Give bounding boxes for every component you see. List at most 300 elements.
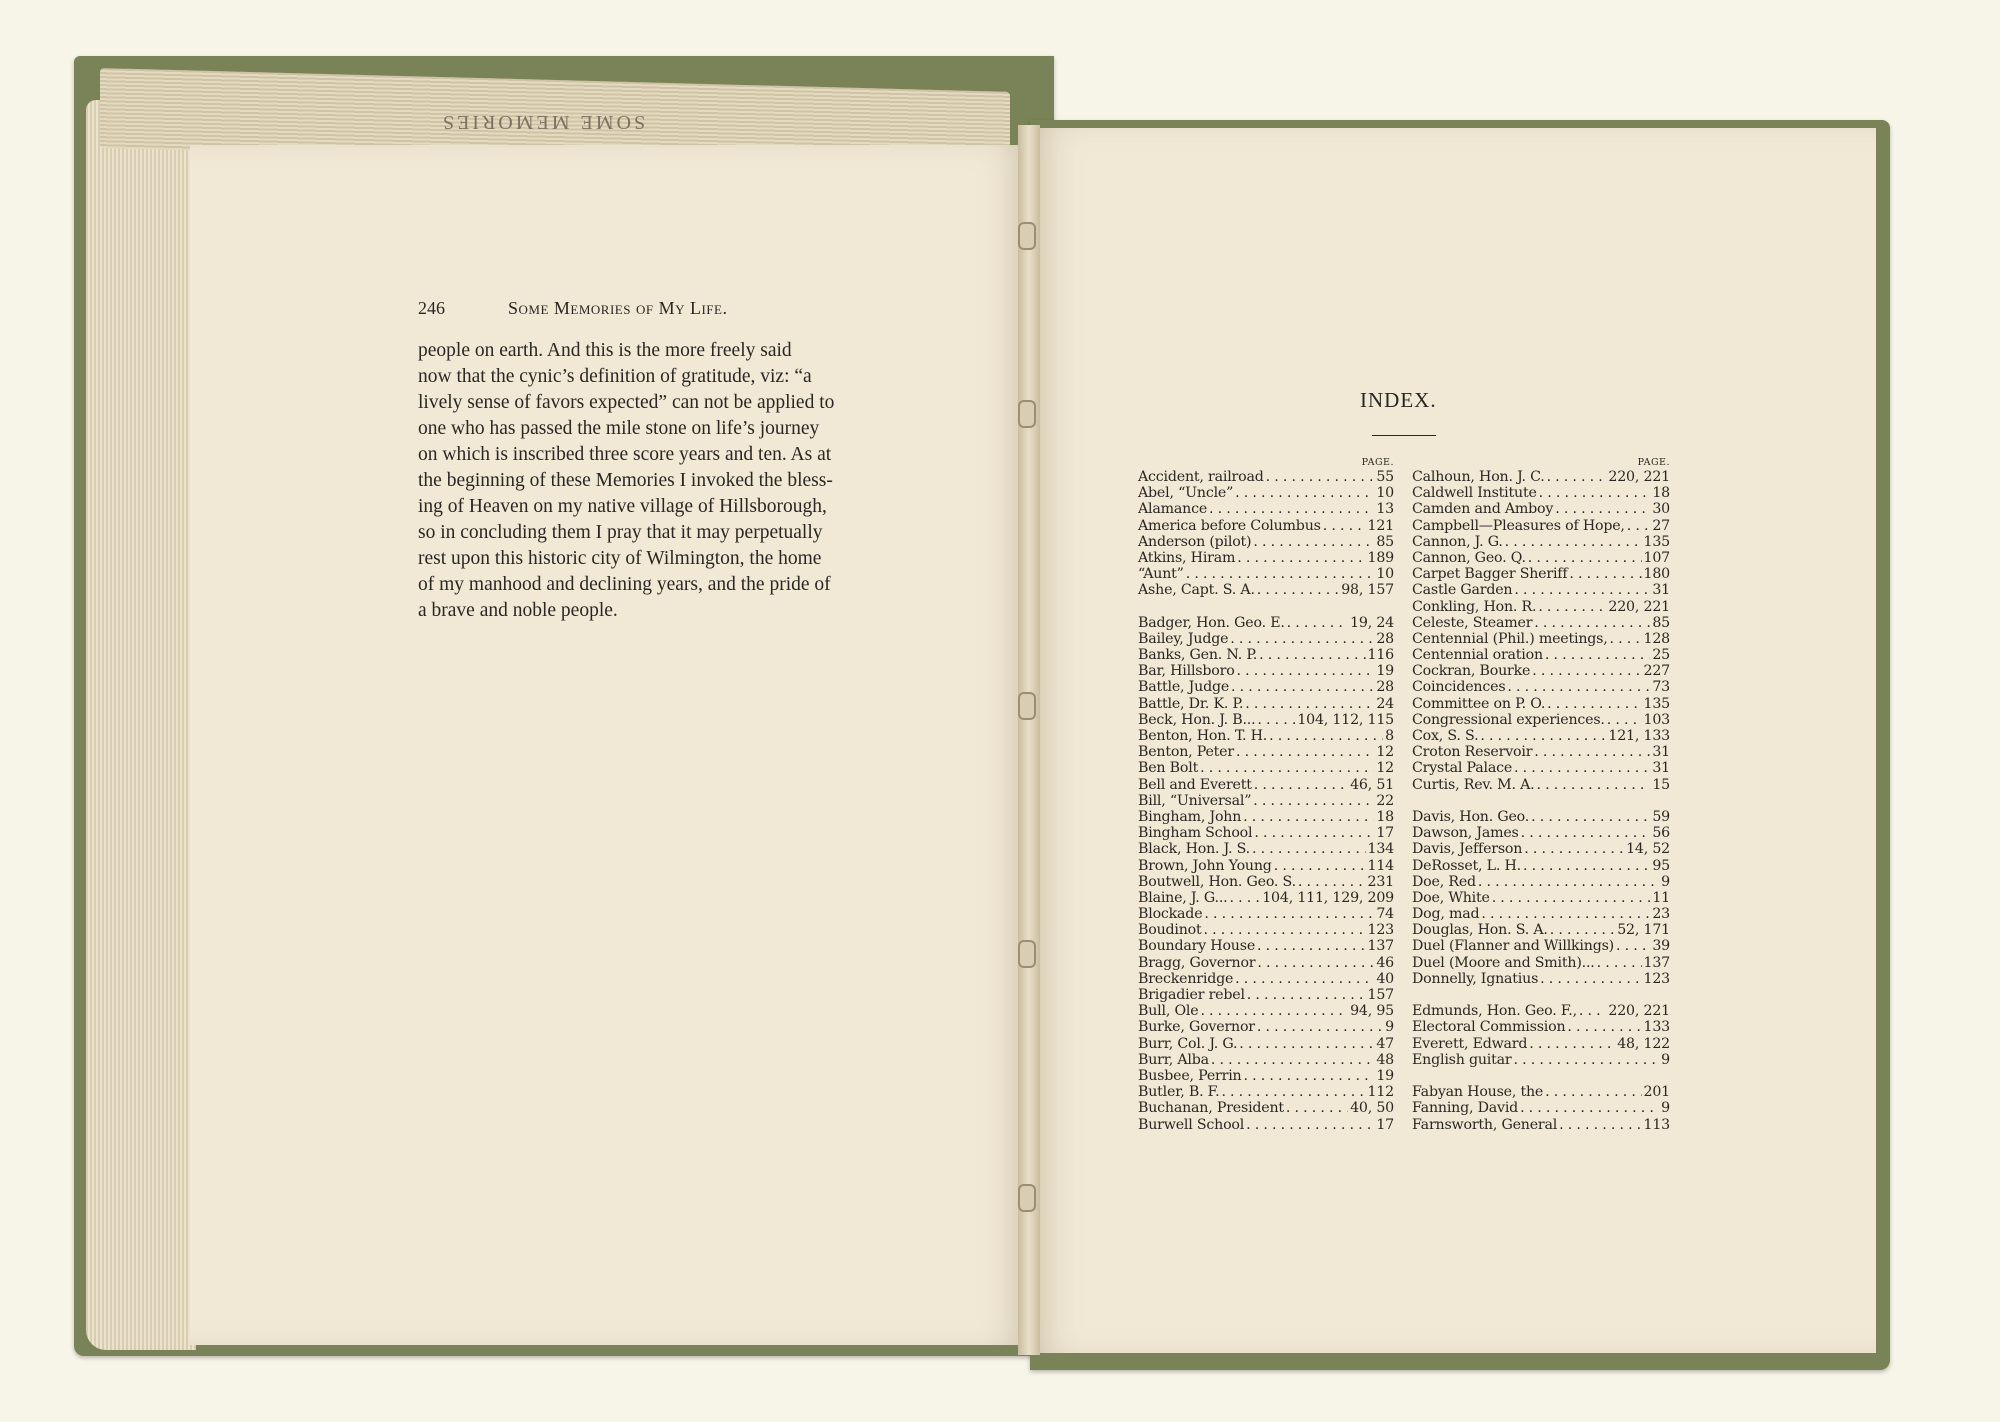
index-entry-page: 231 (1367, 873, 1394, 890)
index-entry-name: English guitar (1412, 1051, 1512, 1068)
index-entry (1138, 501, 1394, 517)
index-entry-page: 19 (1376, 663, 1394, 680)
index-leader-dots (1235, 485, 1374, 501)
index-entry (1412, 550, 1670, 566)
index-entry-name: Croton Reservoir (1412, 744, 1533, 761)
index-entry-name: Ashe, Capt. S. A. (1138, 582, 1255, 599)
index-entry-page: 46 (1376, 954, 1394, 971)
index-entry-name: Dawson, James (1412, 825, 1519, 842)
body-line: now that the cynic’s definition of gratitude, viz: “a (418, 366, 812, 387)
index-entry (1138, 744, 1394, 760)
index-entry-name: Campbell—Pleasures of Hope, (1412, 517, 1625, 534)
index-leader-dots (1269, 728, 1383, 744)
index-entry-name: Douglas, Hon. S. A. (1412, 922, 1548, 939)
index-leader-dots (1259, 647, 1365, 663)
index-entry (1138, 825, 1394, 841)
index-entry (1412, 566, 1670, 582)
index-entry (1138, 874, 1394, 890)
index-entry-name: Doe, White (1412, 889, 1490, 906)
index-entry-name: Abel, “Uncle” (1138, 485, 1234, 502)
body-line: on which is inscribed three score years and ten. As at (418, 444, 832, 465)
index-entry (1138, 858, 1394, 874)
index-entry-page: 56 (1652, 825, 1670, 842)
index-leader-dots (1545, 647, 1650, 663)
index-leader-dots (1236, 744, 1374, 760)
index-entry-page: 123 (1643, 970, 1670, 987)
index-entry-page: 220, 221 (1608, 598, 1670, 615)
index-entry (1412, 679, 1670, 695)
index-entry (1412, 1003, 1670, 1019)
index-leader-dots (1524, 841, 1624, 857)
index-entry-page: 137 (1643, 954, 1670, 971)
index-entry-page: 107 (1643, 549, 1670, 566)
body-line: lively sense of favors expected” can not be applied to (418, 392, 835, 413)
body-line: a brave and noble people. (418, 600, 618, 621)
index-entry-page: 220, 221 (1608, 469, 1670, 485)
index-entry (1138, 1019, 1394, 1035)
index-entry (1138, 987, 1394, 1003)
index-entry-name: Burke, Governor (1138, 1019, 1255, 1036)
index-entry-page: 73 (1652, 679, 1670, 696)
index-gap (1412, 987, 1670, 1003)
index-entry-name: Edmunds, Hon. Geo. F., (1412, 1003, 1577, 1020)
index-leader-dots (1514, 760, 1650, 776)
index-leader-dots (1204, 906, 1374, 922)
index-leader-dots (1287, 615, 1348, 631)
index-entry-page: 40 (1376, 970, 1394, 987)
index-entry (1412, 582, 1670, 598)
index-entry (1412, 906, 1670, 922)
index-entry (1412, 1117, 1670, 1133)
index-entry-page: 85 (1376, 533, 1394, 550)
index-entry-name: Brigadier rebel (1138, 987, 1245, 1003)
index-entry (1138, 777, 1394, 793)
index-entry-page: 121 (1367, 517, 1394, 534)
index-entry-page: 47 (1376, 1035, 1394, 1052)
column-header: PAGE. (1361, 457, 1394, 468)
index-leader-dots (1540, 971, 1641, 987)
index-leader-dots (1257, 1019, 1383, 1035)
page-number: 246 (418, 298, 445, 318)
index-entry-page: 12 (1376, 744, 1394, 761)
index-leader-dots (1627, 518, 1651, 534)
index-leader-dots (1505, 534, 1642, 550)
index-leader-dots (1253, 534, 1374, 550)
index-leader-dots (1257, 582, 1339, 598)
index-entry (1138, 566, 1394, 582)
index-entry-name: Benton, Peter (1138, 744, 1234, 761)
index-leader-dots (1246, 1117, 1374, 1133)
running-title: Some Memories of My Life. (508, 298, 728, 318)
index-leader-dots (1531, 809, 1650, 825)
index-leader-dots (1247, 987, 1366, 1003)
index-entry-page: 15 (1652, 776, 1670, 793)
index-entry-page: 31 (1652, 744, 1670, 761)
index-entry (1138, 550, 1394, 566)
index-leader-dots (1478, 874, 1659, 890)
index-entry-page: 18 (1376, 808, 1394, 825)
index-entry-name: Anderson (pilot) (1138, 533, 1252, 550)
index-gap (1412, 1068, 1670, 1084)
index-entry (1138, 809, 1394, 825)
index-entry-name: Bull, Ole (1138, 1003, 1199, 1020)
index-entry (1412, 518, 1670, 534)
index-entry-page: 113 (1643, 1116, 1670, 1133)
index-leader-dots (1323, 518, 1366, 534)
index-leader-dots (1616, 938, 1650, 954)
index-entry (1138, 518, 1394, 534)
index-leader-dots (1211, 1052, 1374, 1068)
body-line: the beginning of these Memories I invoked the bless- (418, 470, 833, 491)
index-entry-name: Banks, Gen. N. P. (1138, 647, 1258, 664)
index-entry-name: Camden and Amboy (1412, 501, 1554, 518)
index-entry-page: 135 (1643, 695, 1670, 712)
index-entry-page: 31 (1652, 760, 1670, 777)
index-leader-dots (1547, 696, 1641, 712)
body-line: people on earth. And this is the more freely said (418, 340, 792, 361)
index-leader-dots (1243, 809, 1374, 825)
index-title-rule (1372, 435, 1436, 436)
index-entry-page: 227 (1643, 663, 1670, 680)
index-entry-name: Fanning, David (1412, 1100, 1519, 1117)
index-entry (1412, 874, 1670, 890)
body-text (418, 338, 918, 624)
index-entry-page: 8 (1385, 728, 1394, 744)
index-entry-name: Burr, Alba (1138, 1051, 1209, 1068)
index-entry-page: 40, 50 (1350, 1100, 1394, 1117)
index-entry-page: 10 (1376, 566, 1394, 583)
index-entry-name: Brown, John Young (1138, 857, 1272, 874)
index-leader-dots (1607, 712, 1642, 728)
index-entry-page: 9 (1661, 873, 1670, 890)
index-entry (1138, 793, 1394, 809)
index-entry-page: 12 (1376, 760, 1394, 777)
index-leader-dots (1186, 566, 1375, 582)
index-entry-name: Crystal Palace (1412, 760, 1513, 777)
index-leader-dots (1229, 890, 1260, 906)
index-entry (1412, 728, 1670, 744)
index-leader-dots (1507, 679, 1650, 695)
index-leader-dots (1514, 582, 1650, 598)
index-entry-name: Donnelly, Ignatius (1412, 970, 1539, 987)
index-entry (1412, 825, 1670, 841)
index-entry-page: 23 (1652, 906, 1670, 923)
index-entry-name: Atkins, Hiram (1138, 549, 1236, 566)
index-entry (1412, 615, 1670, 631)
index-entry-name: Beck, Hon. J. B... (1138, 711, 1256, 728)
index-leader-dots (1245, 696, 1374, 712)
index-entry-name: Burr, Col. J. G. (1138, 1035, 1238, 1052)
index-leader-dots (1254, 825, 1374, 841)
index-leader-dots (1534, 615, 1650, 631)
index-entry (1412, 712, 1670, 728)
binding-stitch (1018, 1184, 1036, 1212)
index-entry (1412, 599, 1670, 615)
index-entry-name: Bailey, Judge (1138, 630, 1229, 647)
index-leader-dots (1231, 679, 1374, 695)
index-leader-dots (1254, 777, 1348, 793)
body-line: rest upon this historic city of Wilmington, the home (418, 548, 822, 569)
index-entry-page: 59 (1652, 808, 1670, 825)
index-entry (1138, 906, 1394, 922)
index-entry (1412, 744, 1670, 760)
index-entry-name: DeRosset, L. H. (1412, 857, 1521, 874)
index-entry-name: Black, Hon. J. S. (1138, 841, 1250, 858)
index-leader-dots (1274, 858, 1366, 874)
index-leader-dots (1539, 485, 1651, 501)
index-leader-dots (1253, 793, 1374, 809)
index-entry-page: 103 (1643, 711, 1670, 728)
index-entry-page: 9 (1385, 1019, 1394, 1036)
index-entry-name: Duel (Flanner and Willkings) (1412, 938, 1614, 955)
index-entry-page: 17 (1376, 1116, 1394, 1133)
index-entry (1138, 1003, 1394, 1019)
index-entry-name: Bar, Hillsboro (1138, 663, 1235, 680)
index-entry (1412, 501, 1670, 517)
index-leader-dots (1492, 890, 1651, 906)
left-page (190, 145, 1030, 1345)
index-entry (1138, 663, 1394, 679)
index-entry-name: Carpet Bagger Sheriff (1412, 566, 1568, 583)
index-leader-dots (1567, 1019, 1641, 1035)
index-leader-dots (1243, 1068, 1374, 1084)
index-entry (1138, 647, 1394, 663)
index-entry (1412, 647, 1670, 663)
index-entry-name: Fabyan House, the (1412, 1084, 1544, 1101)
index-entry-page: 220, 221 (1608, 1003, 1670, 1020)
index-entry-name: Cox, S. S. (1412, 728, 1479, 744)
index-leader-dots (1529, 1036, 1615, 1052)
index-leader-dots (1597, 955, 1642, 971)
book-gutter (1018, 125, 1040, 1355)
index-entry-page: 24 (1376, 695, 1394, 712)
index-leader-dots (1200, 1003, 1348, 1019)
index-entry-page: 14, 52 (1626, 841, 1670, 858)
index-entry-page: 116 (1367, 647, 1394, 664)
index-leader-dots (1257, 938, 1365, 954)
index-leader-dots (1237, 663, 1375, 679)
index-entry (1138, 841, 1394, 857)
index-entry-page: 137 (1367, 938, 1394, 955)
index-leader-dots (1204, 922, 1366, 938)
index-leader-dots (1298, 874, 1366, 890)
index-entry-page: 52, 171 (1617, 922, 1670, 939)
index-column-right (1412, 455, 1670, 1133)
index-entry-page: 85 (1652, 614, 1670, 631)
index-entry-page: 31 (1652, 582, 1670, 599)
index-leader-dots (1547, 469, 1607, 485)
body-line: one who has passed the mile stone on life’s journey (418, 418, 820, 439)
index-entry (1412, 1084, 1670, 1100)
index-entry-page: 17 (1376, 825, 1394, 842)
index-entry (1412, 469, 1670, 485)
body-line: of my manhood and declining years, and the pride of (418, 574, 831, 595)
index-entry-page: 9 (1661, 1100, 1670, 1117)
index-entry-page: 28 (1376, 630, 1394, 647)
index-entry-name: Butler, B. F. (1138, 1084, 1220, 1101)
index-entry (1412, 663, 1670, 679)
index-entry-page: 157 (1367, 987, 1394, 1003)
index-entry (1138, 615, 1394, 631)
index-entry (1138, 485, 1394, 501)
index-entry (1412, 631, 1670, 647)
index-entry-name: Celeste, Steamer (1412, 614, 1533, 631)
spine-label: SOME MEMORIES (440, 111, 646, 133)
index-entry-page: 39 (1652, 938, 1670, 955)
index-entry-name: Conkling, Hon. R. (1412, 598, 1537, 615)
index-entry-name: Cannon, Geo. Q. (1412, 549, 1526, 566)
index-entry (1412, 841, 1670, 857)
index-entry-page: 104, 112, 115 (1297, 711, 1394, 728)
index-entry-page: 18 (1652, 485, 1670, 502)
index-entry (1412, 890, 1670, 906)
index-entry-name: Breckenridge (1138, 970, 1234, 987)
index-entry (1138, 1100, 1394, 1116)
index-entry (1138, 534, 1394, 550)
index-entry (1412, 922, 1670, 938)
index-leader-dots (1239, 1036, 1374, 1052)
index-entry (1412, 1036, 1670, 1052)
index-entry (1138, 971, 1394, 987)
index-entry (1138, 760, 1394, 776)
index-leader-dots (1481, 906, 1650, 922)
index-entry (1138, 922, 1394, 938)
index-entry-name: America before Columbus (1138, 517, 1321, 534)
index-entry-name: Bell and Everett (1138, 776, 1252, 793)
index-leader-dots (1536, 777, 1650, 793)
index-entry-page: 30 (1652, 501, 1670, 518)
index-entry (1412, 955, 1670, 971)
index-entry (1412, 1019, 1670, 1035)
index-entry-name: Boundary House (1138, 938, 1256, 955)
index-entry-name: Centennial (Phil.) meetings, (1412, 630, 1608, 647)
index-entry-name: Caldwell Institute (1412, 485, 1537, 502)
body-line: so in concluding them I pray that it may perpetually (418, 522, 823, 543)
index-entry (1412, 534, 1670, 550)
index-entry-name: Ben Bolt (1138, 760, 1199, 777)
index-leader-dots (1286, 1100, 1348, 1116)
index-entry-page: 98, 157 (1341, 582, 1394, 599)
index-entry (1412, 1100, 1670, 1116)
running-head (418, 298, 838, 319)
index-entry (1138, 1068, 1394, 1084)
index-entry-name: Duel (Moore and Smith)... (1412, 954, 1595, 971)
index-gap (1138, 599, 1394, 615)
index-entry-page: 11 (1652, 889, 1670, 906)
index-entry-page: 189 (1367, 549, 1394, 566)
index-leader-dots (1534, 744, 1650, 760)
index-entry-page: 9 (1661, 1051, 1670, 1068)
index-column-left (1138, 455, 1394, 1133)
index-entry-name: Bill, “Universal” (1138, 792, 1252, 809)
index-leader-dots (1610, 631, 1642, 647)
index-entry (1138, 1036, 1394, 1052)
index-entry-page: 95 (1652, 857, 1670, 874)
index-entry-name: Benton, Hon. T. H. (1138, 728, 1268, 744)
index-leader-dots (1221, 1084, 1365, 1100)
index-entry-name: Doe, Red (1412, 873, 1476, 890)
index-entry-page: 13 (1376, 501, 1394, 518)
index-entry-name: Castle Garden (1412, 582, 1513, 599)
binding-stitch (1018, 940, 1036, 968)
index-entry-page: 27 (1652, 517, 1670, 534)
index-entry-name: Boutwell, Hon. Geo. S. (1138, 873, 1296, 890)
body-line: ing of Heaven on my native village of Hillsborough, (418, 496, 827, 517)
index-entry-name: Buchanan, President (1138, 1100, 1284, 1117)
index-entry-name: Everett, Edward (1412, 1035, 1528, 1052)
binding-stitch (1018, 692, 1036, 720)
index-gap (1412, 793, 1670, 809)
index-leader-dots (1545, 1084, 1641, 1100)
index-entry (1412, 760, 1670, 776)
index-leader-dots (1520, 1100, 1659, 1116)
index-entry-page: 19 (1376, 1067, 1394, 1084)
index-entry-page: 28 (1376, 679, 1394, 696)
index-title: INDEX. (1360, 388, 1437, 412)
index-entry-page: 135 (1643, 533, 1670, 550)
index-entry-page: 46, 51 (1350, 776, 1394, 793)
index-entry (1138, 1052, 1394, 1068)
index-entry (1412, 809, 1670, 825)
index-entry (1412, 971, 1670, 987)
page-stack-edge (86, 100, 196, 1350)
index-entry (1412, 1052, 1670, 1068)
index-entry-name: Accident, railroad (1138, 469, 1264, 485)
index-entry-name: Battle, Judge (1138, 679, 1230, 696)
index-leader-dots (1528, 550, 1642, 566)
index-entry (1138, 938, 1394, 954)
index-entry (1138, 582, 1394, 598)
index-entry (1412, 777, 1670, 793)
index-entry (1138, 469, 1394, 485)
index-leader-dots (1252, 841, 1366, 857)
index-leader-dots (1521, 825, 1651, 841)
index-entry-page: 48, 122 (1617, 1035, 1670, 1052)
index-entry (1138, 696, 1394, 712)
index-entry (1138, 679, 1394, 695)
index-entry (1412, 938, 1670, 954)
index-leader-dots (1230, 631, 1374, 647)
index-leader-dots (1532, 663, 1641, 679)
index-entry-page: 25 (1652, 647, 1670, 664)
index-entry-name: Battle, Dr. K. P. (1138, 695, 1244, 712)
index-leader-dots (1257, 712, 1295, 728)
index-leader-dots (1266, 469, 1375, 485)
index-entry-page: 19, 24 (1350, 614, 1394, 631)
index-entry (1138, 631, 1394, 647)
index-leader-dots (1209, 501, 1374, 517)
index-entry-page: 104, 111, 129, 209 (1262, 889, 1394, 906)
index-leader-dots (1559, 1117, 1641, 1133)
index-entry-name: Cannon, J. G. (1412, 533, 1503, 550)
index-entry (1138, 1117, 1394, 1133)
index-entry (1412, 858, 1670, 874)
index-leader-dots (1235, 971, 1374, 987)
index-entry-name: Blockade (1138, 906, 1203, 923)
index-entry (1138, 1084, 1394, 1100)
index-entry (1412, 696, 1670, 712)
index-entry (1138, 890, 1394, 906)
index-entry-name: Bingham, John (1138, 808, 1242, 825)
index-entry-page: 112 (1367, 1084, 1394, 1101)
index-entry-page: 94, 95 (1350, 1003, 1394, 1020)
index-entry-name: Boudinot (1138, 922, 1202, 939)
index-entry-name: Burwell School (1138, 1116, 1245, 1133)
index-entry (1138, 728, 1394, 744)
index-entry-name: Badger, Hon. Geo. E. (1138, 614, 1285, 631)
index-entry-name: Electoral Commission (1412, 1019, 1566, 1036)
index-entry-name: Blaine, J. G... (1138, 889, 1228, 906)
